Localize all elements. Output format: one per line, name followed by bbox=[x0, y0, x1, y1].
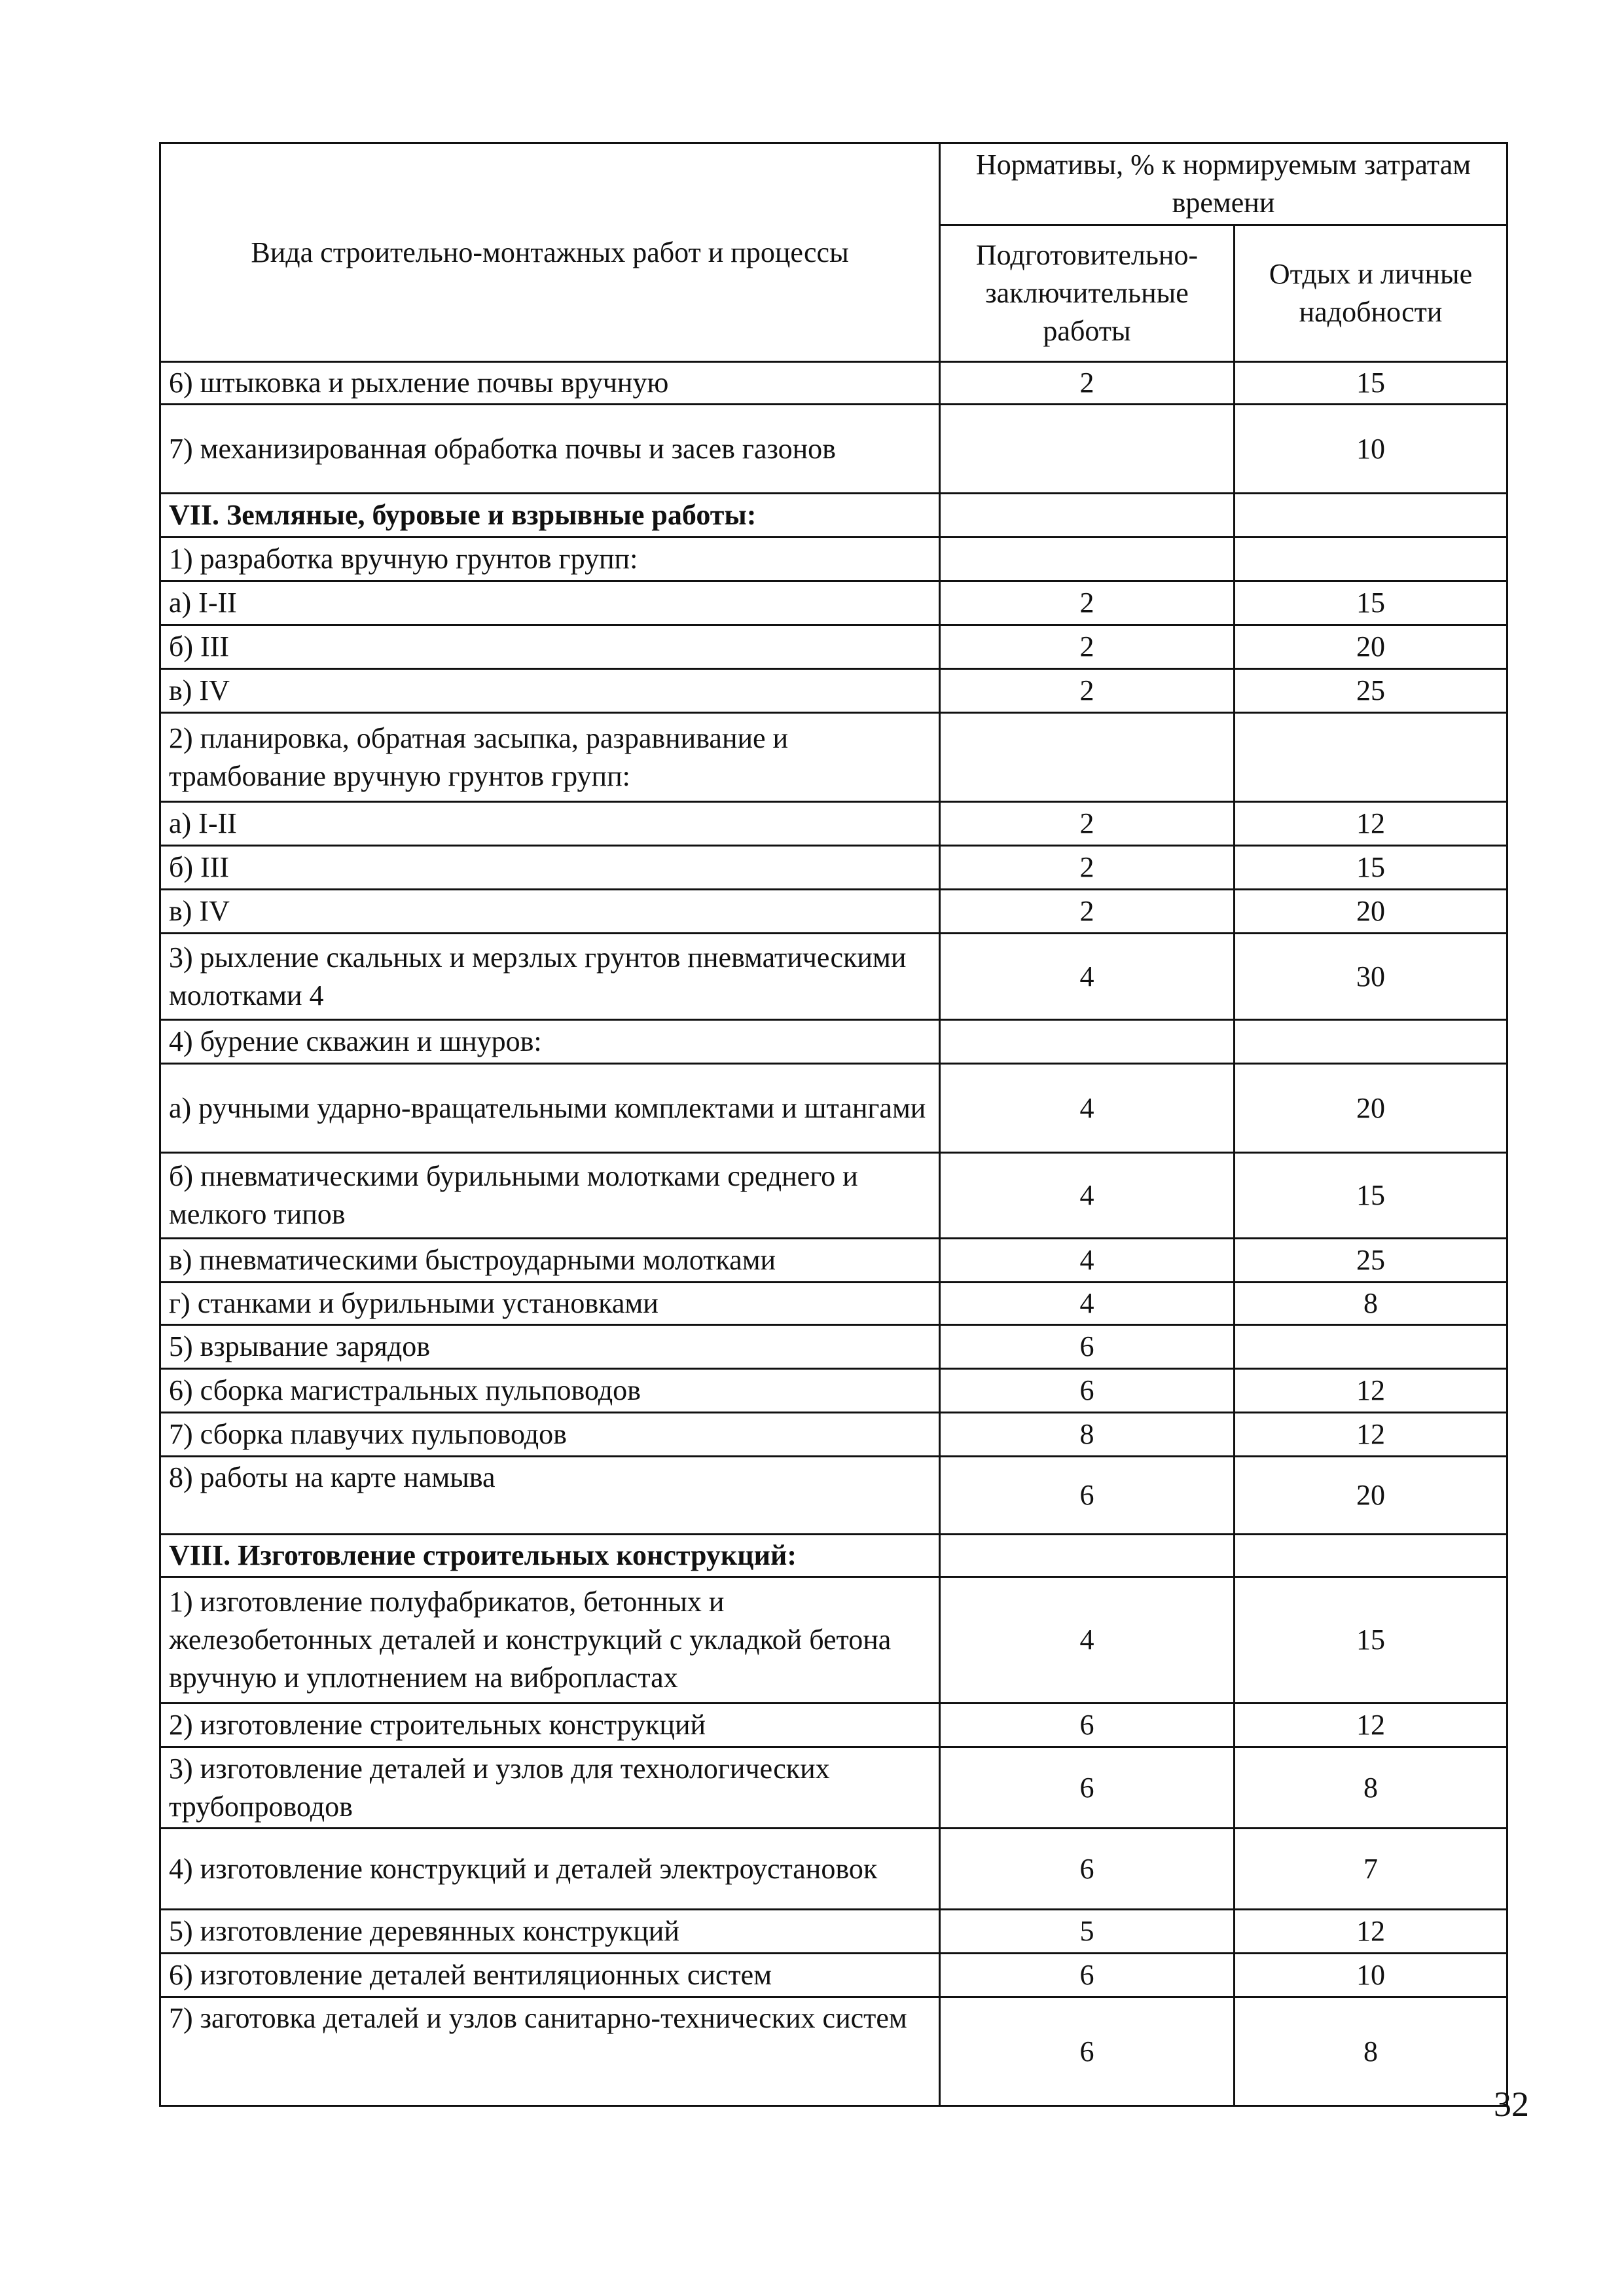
row-label: VIII. Изготовление строительных конструкций: bbox=[160, 1535, 940, 1577]
row-label: в) IV bbox=[160, 890, 940, 934]
rest-value: 12 bbox=[1235, 802, 1507, 846]
prep-value: 6 bbox=[940, 1997, 1235, 2106]
row-label: 4) изготовление конструкций и деталей электроустановок bbox=[160, 1829, 940, 1910]
prep-value: 6 bbox=[940, 1747, 1235, 1829]
table-row bbox=[160, 934, 1507, 1020]
row-label: 1) разработка вручную грунтов групп: bbox=[160, 538, 940, 581]
table-row bbox=[160, 1747, 1507, 1829]
row-label: 1) изготовление полуфабрикатов, бетонных и железобетонных деталей и конструкций с укладкой бетона вручную и уплотнением на вибропластах bbox=[160, 1577, 940, 1704]
header-norms-group: Нормативы, % к нормируемым затратам времени bbox=[940, 143, 1507, 225]
row-label: 6) штыковка и рыхление почвы вручную bbox=[160, 362, 940, 405]
rest-value: 8 bbox=[1235, 1997, 1507, 2106]
row-label: 4) бурение скважин и шнуров: bbox=[160, 1020, 940, 1064]
table-row bbox=[160, 1369, 1507, 1413]
row-label: 2) изготовление строительных конструкций bbox=[160, 1704, 940, 1747]
rest-value bbox=[1235, 1535, 1507, 1577]
norms-table bbox=[159, 142, 1508, 2107]
table-row bbox=[160, 1910, 1507, 1954]
row-label: г) станками и бурильными установками bbox=[160, 1283, 940, 1325]
prep-value bbox=[940, 713, 1235, 802]
table-row bbox=[160, 405, 1507, 494]
rest-value: 12 bbox=[1235, 1910, 1507, 1954]
row-label: 6) сборка магистральных пульповодов bbox=[160, 1369, 940, 1413]
prep-value: 2 bbox=[940, 890, 1235, 934]
table-row bbox=[160, 890, 1507, 934]
row-label: 8) работы на карте намыва bbox=[160, 1457, 940, 1535]
row-label: 3) изготовление деталей и узлов для технологических трубопроводов bbox=[160, 1747, 940, 1829]
row-label: 3) рыхление скальных и мерзлых грунтов пневматическими молотками 4 bbox=[160, 934, 940, 1020]
row-label: б) пневматическими бурильными молотками среднего и мелкого типов bbox=[160, 1153, 940, 1239]
prep-value bbox=[940, 1020, 1235, 1064]
table-row bbox=[160, 669, 1507, 713]
table-row bbox=[160, 625, 1507, 669]
prep-value: 6 bbox=[940, 1369, 1235, 1413]
rest-value: 8 bbox=[1235, 1747, 1507, 1829]
table-row bbox=[160, 1577, 1507, 1704]
table-row bbox=[160, 538, 1507, 581]
table-row bbox=[160, 1413, 1507, 1457]
prep-value: 5 bbox=[940, 1910, 1235, 1954]
prep-value bbox=[940, 405, 1235, 494]
prep-value: 4 bbox=[940, 934, 1235, 1020]
row-label: 7) механизированная обработка почвы и засев газонов bbox=[160, 405, 940, 494]
prep-value bbox=[940, 494, 1235, 538]
table-row bbox=[160, 1153, 1507, 1239]
row-label: 7) заготовка деталей и узлов санитарно-технических систем bbox=[160, 1997, 940, 2106]
row-label: 2) планировка, обратная засыпка, разравнивание и трамбование вручную грунтов групп: bbox=[160, 713, 940, 802]
table-row bbox=[160, 1704, 1507, 1747]
prep-value: 8 bbox=[940, 1413, 1235, 1457]
rest-value: 12 bbox=[1235, 1704, 1507, 1747]
rest-value: 15 bbox=[1235, 1577, 1507, 1704]
rest-value: 12 bbox=[1235, 1413, 1507, 1457]
prep-value: 4 bbox=[940, 1064, 1235, 1153]
header-rest: Отдых и личные надобности bbox=[1235, 225, 1507, 362]
prep-value: 6 bbox=[940, 1829, 1235, 1910]
row-label: б) III bbox=[160, 846, 940, 890]
row-label: а) I-II bbox=[160, 581, 940, 625]
table-row bbox=[160, 1997, 1507, 2106]
table-row bbox=[160, 802, 1507, 846]
rest-value: 15 bbox=[1235, 1153, 1507, 1239]
table-row bbox=[160, 1020, 1507, 1064]
table-row bbox=[160, 1283, 1507, 1325]
prep-value: 4 bbox=[940, 1577, 1235, 1704]
rest-value: 7 bbox=[1235, 1829, 1507, 1910]
table-row bbox=[160, 362, 1507, 405]
section-row bbox=[160, 1535, 1507, 1577]
table-row bbox=[160, 1325, 1507, 1369]
rest-value: 10 bbox=[1235, 1954, 1507, 1997]
row-label: 6) изготовление деталей вентиляционных систем bbox=[160, 1954, 940, 1997]
prep-value: 6 bbox=[940, 1954, 1235, 1997]
rest-value: 20 bbox=[1235, 1064, 1507, 1153]
rest-value: 12 bbox=[1235, 1369, 1507, 1413]
rest-value bbox=[1235, 1325, 1507, 1369]
table-row bbox=[160, 1239, 1507, 1283]
row-label: 5) взрывание зарядов bbox=[160, 1325, 940, 1369]
prep-value bbox=[940, 1535, 1235, 1577]
prep-value bbox=[940, 538, 1235, 581]
row-label: в) IV bbox=[160, 669, 940, 713]
header-work-types: Вида строительно-монтажных работ и процессы bbox=[160, 143, 940, 362]
row-label: а) I-II bbox=[160, 802, 940, 846]
rest-value bbox=[1235, 494, 1507, 538]
prep-value: 6 bbox=[940, 1325, 1235, 1369]
rest-value: 10 bbox=[1235, 405, 1507, 494]
table-row bbox=[160, 1954, 1507, 1997]
table-row bbox=[160, 1457, 1507, 1535]
prep-value: 2 bbox=[940, 362, 1235, 405]
header-preparatory: Подготовительно-заключительные работы bbox=[940, 225, 1235, 362]
rest-value: 8 bbox=[1235, 1283, 1507, 1325]
rest-value: 25 bbox=[1235, 1239, 1507, 1283]
rest-value bbox=[1235, 538, 1507, 581]
table-body bbox=[160, 362, 1507, 2106]
prep-value: 6 bbox=[940, 1704, 1235, 1747]
prep-value: 2 bbox=[940, 625, 1235, 669]
rest-value bbox=[1235, 1020, 1507, 1064]
rest-value: 20 bbox=[1235, 1457, 1507, 1535]
rest-value: 15 bbox=[1235, 846, 1507, 890]
table-row bbox=[160, 581, 1507, 625]
row-label: а) ручными ударно-вращательными комплектами и штангами bbox=[160, 1064, 940, 1153]
rest-value: 15 bbox=[1235, 362, 1507, 405]
rest-value bbox=[1235, 713, 1507, 802]
prep-value: 2 bbox=[940, 846, 1235, 890]
rest-value: 30 bbox=[1235, 934, 1507, 1020]
section-row bbox=[160, 494, 1507, 538]
rest-value: 25 bbox=[1235, 669, 1507, 713]
prep-value: 4 bbox=[940, 1283, 1235, 1325]
row-label: б) III bbox=[160, 625, 940, 669]
table-row bbox=[160, 846, 1507, 890]
prep-value: 6 bbox=[940, 1457, 1235, 1535]
prep-value: 2 bbox=[940, 802, 1235, 846]
prep-value: 4 bbox=[940, 1239, 1235, 1283]
rest-value: 15 bbox=[1235, 581, 1507, 625]
row-label: 5) изготовление деревянных конструкций bbox=[160, 1910, 940, 1954]
prep-value: 2 bbox=[940, 581, 1235, 625]
page-number: 32 bbox=[1494, 2085, 1529, 2124]
row-label: 7) сборка плавучих пульповодов bbox=[160, 1413, 940, 1457]
row-label: в) пневматическими быстроударными молотками bbox=[160, 1239, 940, 1283]
prep-value: 2 bbox=[940, 669, 1235, 713]
rest-value: 20 bbox=[1235, 890, 1507, 934]
row-label: VII. Земляные, буровые и взрывные работы: bbox=[160, 494, 940, 538]
rest-value: 20 bbox=[1235, 625, 1507, 669]
table-row bbox=[160, 1829, 1507, 1910]
table-row bbox=[160, 713, 1507, 802]
table-row bbox=[160, 1064, 1507, 1153]
prep-value: 4 bbox=[940, 1153, 1235, 1239]
